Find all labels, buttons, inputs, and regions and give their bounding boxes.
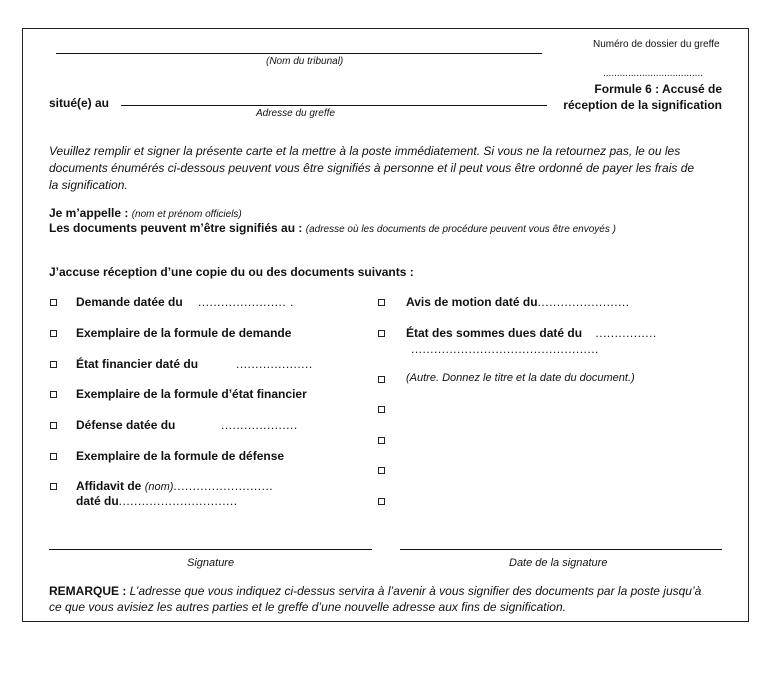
item-etat-sommes-line2[interactable]: ................................................. — [411, 342, 599, 356]
acknowledgement-form — [22, 28, 749, 622]
item-defense-label: Défense datée du — [76, 418, 176, 432]
item-defense-dots[interactable]: .................... — [221, 418, 298, 432]
item-formule-etat-financier-label: Exemplaire de la formule d’état financier — [76, 387, 307, 401]
signature-caption: Signature — [187, 557, 235, 569]
file-number-label: Numéro de dossier du greffe — [593, 39, 720, 50]
item-affidavit-hint: (nom) — [144, 481, 174, 493]
service-address-hint: (adresse où les documents de procédure peuvent vous être envoyés ) — [305, 224, 616, 235]
checkbox-avis-motion[interactable] — [378, 299, 385, 306]
item-avis-motion-dots: ........................ — [537, 295, 630, 309]
item-demande-label: Demande datée du — [76, 295, 183, 309]
item-etat-financier-label: État financier daté du — [76, 357, 199, 371]
service-address-row[interactable] — [49, 221, 616, 235]
note-line2: ce que vous avisiez les autres parties et le greffe d’une nouvelle adresse aux fins de signification. — [49, 600, 566, 614]
court-name-caption: (Nom du tribunal) — [266, 56, 344, 67]
checkbox-autre-3[interactable] — [378, 437, 385, 444]
item-etat-sommes-dots: ................ — [595, 326, 657, 340]
service-address-label: Les documents peuvent m’être signifiés au : — [49, 221, 303, 235]
item-affidavit-date-row[interactable] — [76, 494, 238, 508]
item-autre-label: (Autre. Donnez le titre et la date du document.) — [406, 372, 635, 384]
item-formule-defense-label: Exemplaire de la formule de défense — [76, 449, 285, 463]
checkbox-autre[interactable] — [378, 376, 385, 383]
checkbox-formule-etat-financier[interactable] — [50, 391, 57, 398]
form-title-line1: Formule 6 : Accusé de — [594, 82, 722, 96]
item-affidavit-label: Affidavit de — [76, 479, 142, 493]
item-avis-motion-label: Avis de motion daté du — [406, 295, 538, 309]
item-etat-sommes-label: État des sommes dues daté du — [406, 326, 583, 340]
checkbox-defense[interactable] — [50, 422, 57, 429]
note-line1 — [49, 584, 701, 598]
checkbox-demande[interactable] — [50, 299, 57, 306]
name-hint: (nom et prénom officiels) — [131, 209, 242, 220]
item-affidavit-row[interactable] — [76, 479, 273, 493]
date-signature-caption: Date de la signature — [509, 557, 608, 569]
name-label: Je m’appelle : — [49, 206, 129, 220]
item-formule-demande-label: Exemplaire de la formule de demande — [76, 326, 292, 340]
item-affidavit-date-label: daté du — [76, 494, 119, 508]
checkbox-autre-2[interactable] — [378, 406, 385, 413]
note-text-1: L’adresse que vous indiquez ci-dessus servira à l’avenir à vous signifier des documents par la poste jusqu’à — [126, 584, 702, 598]
file-number-field[interactable]: .................................... — [603, 68, 704, 79]
item-etat-sommes-row[interactable] — [406, 326, 657, 340]
checkbox-formule-demande[interactable] — [50, 330, 57, 337]
court-address-caption: Adresse du greffe — [256, 108, 335, 119]
ack-heading: J’accuse réception d’une copie du ou des documents suivants : — [49, 265, 414, 279]
checkbox-autre-4[interactable] — [378, 467, 385, 474]
item-demande-dots[interactable]: ....................... . — [198, 295, 294, 309]
signature-line[interactable] — [49, 549, 372, 550]
checkbox-formule-defense[interactable] — [50, 453, 57, 460]
checkbox-etat-sommes[interactable] — [378, 330, 385, 337]
item-affidavit-date-dots: ............................... — [118, 494, 238, 508]
item-etat-financier-dots[interactable]: .................... — [236, 357, 313, 371]
checkbox-affidavit[interactable] — [50, 483, 57, 490]
item-affidavit-dots: .......................... — [173, 479, 274, 493]
instructions-line1: Veuillez remplir et signer la présente carte et la mettre à la poste immédiatement. Si vous ne la retournez pas, le ou les — [49, 144, 681, 158]
checkbox-etat-financier[interactable] — [50, 361, 57, 368]
instructions-line2: documents énumérés ci-dessous peuvent vous être signifiés à personne et il peut vous être ordonné de payer les frais de — [49, 161, 695, 175]
checkbox-autre-5[interactable] — [378, 498, 385, 505]
situe-label: situé(e) au — [49, 96, 110, 110]
date-signature-line[interactable] — [400, 549, 722, 550]
court-address-line[interactable] — [121, 105, 547, 106]
court-name-line[interactable] — [56, 53, 542, 54]
item-avis-motion-row[interactable] — [406, 295, 630, 309]
instructions-line3: la signification. — [49, 178, 128, 192]
note-label: REMARQUE : — [49, 584, 127, 598]
form-title-line2: réception de la signification — [563, 98, 722, 112]
name-row[interactable] — [49, 206, 242, 220]
